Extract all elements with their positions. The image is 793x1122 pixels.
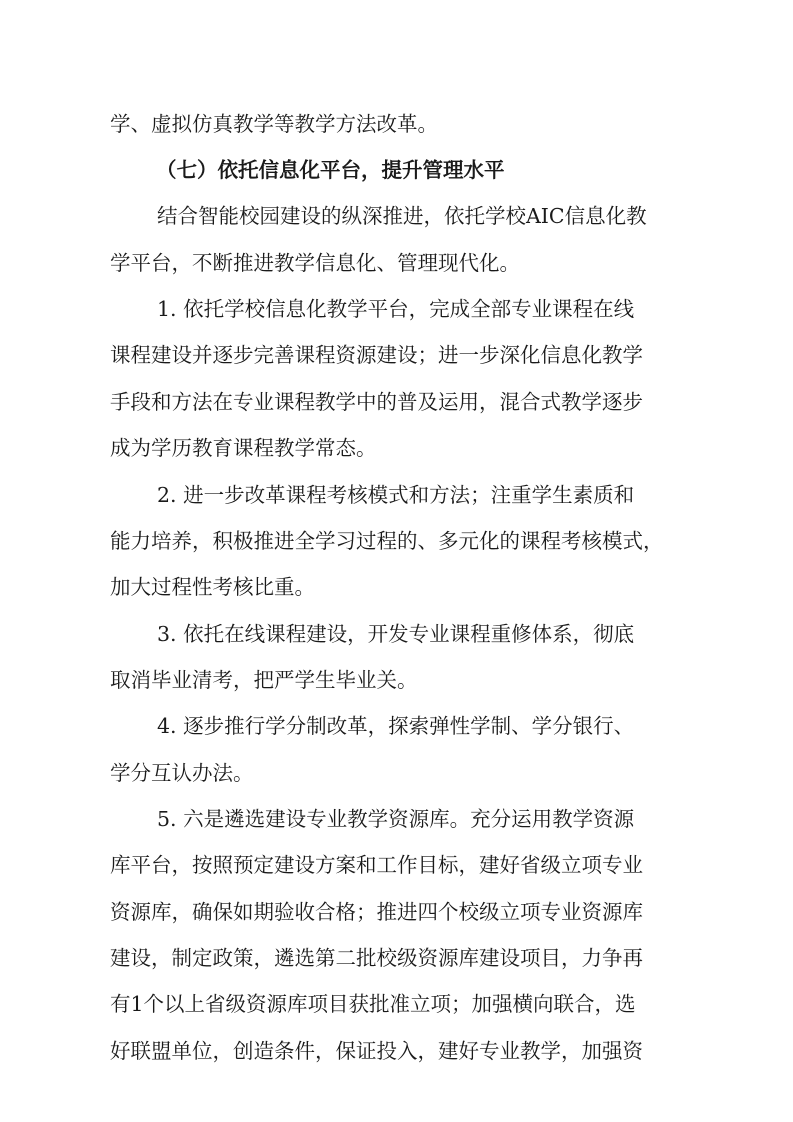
body-text: 取消毕业清考，把严学生毕业关。 [110,668,418,692]
body-text-line [0,564,793,610]
body-text: 手段和方法在专业课程教学中的普及运用，混合式教学逐步 [110,390,643,414]
section-heading-seven [0,147,793,193]
list-item-1-line [0,286,793,332]
body-text-line [0,1028,793,1074]
body-text: 能力培养，积极推进全学习过程的、多元化的课程考核模式， [110,529,664,553]
body-text: 成为学历教育课程教学常态。 [110,436,377,460]
body-text-line [0,518,793,564]
body-text: 建设，制定政策，遴选第二批校级资源库建设项目，力争再 [110,946,643,970]
list-item-3-line [0,611,793,657]
body-text: 4. 逐步推行学分制改革，探索弹性学制、学分银行、 [157,714,635,738]
section-heading-text: （七）依托信息化平台，提升管理水平 [156,158,505,182]
body-text: 有1个以上省级资源库项目获批准立项；加强横向联合，选 [110,992,636,1016]
body-text: 5. 六是遴选建设专业教学资源库。充分运用教学资源 [157,807,635,831]
body-text-line [0,240,793,286]
body-text-line [0,379,793,425]
body-text: 学、虚拟仿真教学等教学方法改革。 [110,112,438,136]
list-item-2-line [0,472,793,518]
body-text-line [0,889,793,935]
body-text: 加大过程性考核比重。 [110,575,315,599]
body-text: 学平台，不断推进教学信息化、管理现代化。 [110,251,520,275]
body-text-line [0,842,793,888]
body-text: 库平台，按照预定建设方案和工作目标，建好省级立项专业 [110,853,643,877]
body-text-line [0,193,793,239]
body-text-line [0,750,793,796]
body-text: 结合智能校园建设的纵深推进，依托学校AIC信息化教 [157,204,647,228]
body-text: 资源库，确保如期验收合格；推进四个校级立项专业资源库 [110,900,643,924]
body-text-line [0,101,793,147]
body-text: 2. 进一步改革课程考核模式和方法；注重学生素质和 [157,483,635,507]
body-text-line [0,981,793,1027]
body-text: 1. 依托学校信息化教学平台，完成全部专业课程在线 [157,297,635,321]
list-item-5-line [0,796,793,842]
body-text-line [0,332,793,378]
body-text: 3. 依托在线课程建设，开发专业课程重修体系，彻底 [157,622,635,646]
body-text: 学分互认办法。 [110,761,254,785]
body-text: 好联盟单位，创造条件，保证投入，建好专业教学，加强资 [110,1039,643,1063]
body-text-line [0,657,793,703]
list-item-4-line [0,703,793,749]
body-text-line [0,425,793,471]
body-text: 课程建设并逐步完善课程资源建设；进一步深化信息化教学 [110,343,643,367]
body-text-line [0,935,793,981]
